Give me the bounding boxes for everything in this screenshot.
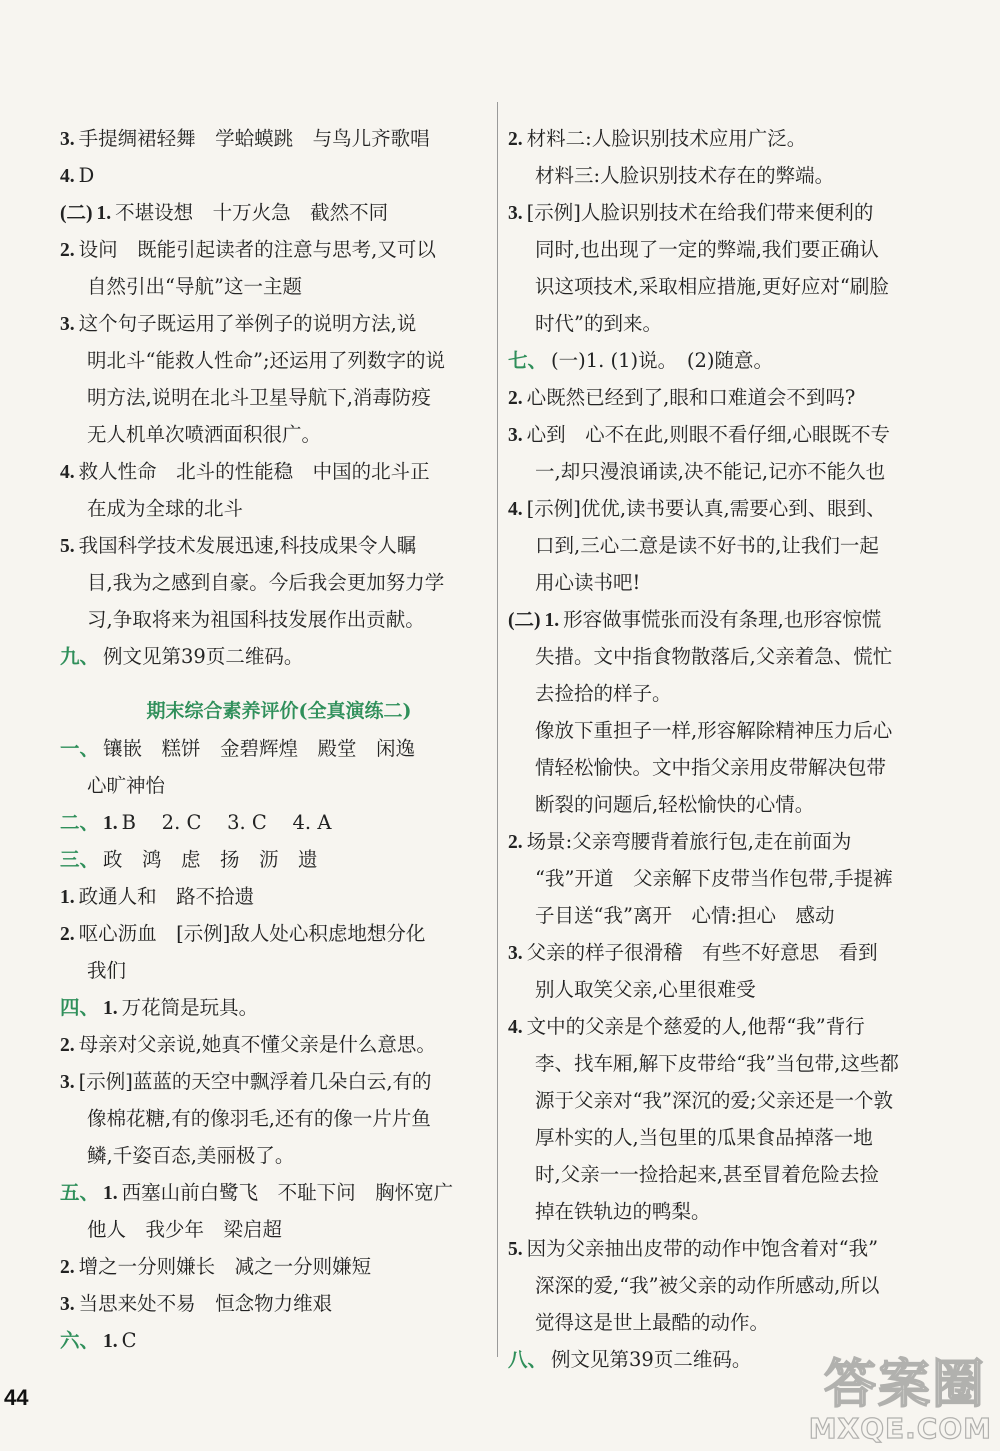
answer-line xyxy=(508,934,928,971)
question-number: 3. xyxy=(60,1072,75,1093)
answer-line xyxy=(508,1156,928,1193)
section-marker: 五、 xyxy=(60,1183,100,1204)
section-marker: 一、 xyxy=(60,739,100,760)
question-number: 1. xyxy=(103,813,118,834)
answer-text: 例文见第39页二维码。 xyxy=(551,1348,752,1371)
question-number: 2. xyxy=(508,832,523,853)
watermark-logo xyxy=(785,1346,1000,1451)
question-number: 5. xyxy=(60,536,75,557)
answer-line xyxy=(60,1285,480,1322)
answer-text: [示例]蓝蓝的天空中飘浮着几朵白云,有的 xyxy=(78,1070,432,1093)
question-number: 1. xyxy=(96,203,112,224)
answer-text: 情轻松愉快。文中指父亲用皮带解决包带 xyxy=(535,756,887,779)
question-number: 3. xyxy=(508,203,523,224)
answer-text: 觉得这是世上最酷的动作。 xyxy=(535,1311,770,1334)
answer-text: 西塞山前白鹭飞 不耻下问 胸怀宽广 xyxy=(121,1181,454,1204)
answer-text: 李、找车厢,解下皮带给“我”当包带,这些都 xyxy=(535,1052,899,1075)
section-marker: 八、 xyxy=(508,1350,548,1371)
question-number: 2. xyxy=(508,129,523,150)
answer-line xyxy=(60,767,480,804)
answer-text: B 2. C 3. C 4. A xyxy=(121,811,332,834)
answer-text: 材料三:人脸识别技术存在的弊端。 xyxy=(535,164,835,187)
question-number: 1. xyxy=(103,998,118,1019)
answer-line xyxy=(508,860,928,897)
answer-text: 我们 xyxy=(87,959,127,982)
answer-line xyxy=(508,1230,928,1267)
answer-text: “我”开道 父亲解下皮带当作包带,手提裤 xyxy=(535,867,893,890)
answer-text: 心到 心不在此,则眼不看仔细,心眼既不专 xyxy=(526,423,891,446)
answer-line xyxy=(508,564,928,601)
answer-line xyxy=(60,379,480,416)
answer-line xyxy=(60,305,480,342)
answer-line xyxy=(508,675,928,712)
answer-text: 心既然已经到了,眼和口难道会不到吗? xyxy=(526,386,856,409)
question-number: 4. xyxy=(508,499,523,520)
answer-text: [示例]人脸识别技术在给我们带来便利的 xyxy=(526,201,874,224)
answer-line xyxy=(60,564,480,601)
answer-text: 无人机单次喷洒面积很广。 xyxy=(87,423,322,446)
answer-text: 目,我为之感到自豪。今后我会更加努力学 xyxy=(87,571,445,594)
answer-text: 像放下重担子一样,形容解除精神压力后心 xyxy=(535,719,893,742)
question-number: 3. xyxy=(60,129,75,150)
answer-text: 时代”的到来。 xyxy=(535,312,662,335)
answer-text: 用心读书吧! xyxy=(535,571,641,594)
section-marker: 四、 xyxy=(60,998,100,1019)
question-number: 4. xyxy=(60,166,75,187)
section-marker: (二) xyxy=(60,203,93,224)
column-divider xyxy=(497,102,498,1357)
answer-line xyxy=(508,638,928,675)
answer-text: 习,争取将来为祖国科技发展作出贡献。 xyxy=(87,608,425,631)
answer-text: 政 鸿 虑 扬 沥 遗 xyxy=(103,848,318,871)
answer-line xyxy=(60,952,480,989)
answer-text: C xyxy=(121,1329,137,1352)
answer-text: 源于父亲对“我”深沉的爱;父亲还是一个敦 xyxy=(535,1089,894,1112)
section-marker: 三、 xyxy=(60,850,100,871)
answer-line xyxy=(60,638,480,675)
answer-line xyxy=(508,749,928,786)
answer-line xyxy=(60,120,480,157)
answer-text: 厚朴实的人,当包里的瓜果食品掉落一地 xyxy=(535,1126,873,1149)
answer-line xyxy=(60,1137,480,1174)
answer-text: 增之一分则嫌长 减之一分则嫌短 xyxy=(78,1255,372,1278)
answer-text: 自然引出“导航”这一主题 xyxy=(87,275,302,298)
answer-line xyxy=(508,1267,928,1304)
answer-line xyxy=(60,342,480,379)
answer-text: 设问 既能引起读者的注意与思考,又可以 xyxy=(78,238,436,261)
section-marker: 九、 xyxy=(60,647,100,668)
answer-line xyxy=(508,601,928,638)
section-marker: 六、 xyxy=(60,1331,100,1352)
page-number: 44 xyxy=(4,1385,29,1410)
answer-text: 当思来处不易 恒念物力维艰 xyxy=(78,1292,333,1315)
answer-line xyxy=(60,527,480,564)
answer-line xyxy=(60,1063,480,1100)
answer-text: 政通人和 路不拾遗 xyxy=(78,885,255,908)
question-number: 2. xyxy=(508,388,523,409)
answer-text: D xyxy=(78,164,95,187)
answer-text: 子目送“我”离开 心情:担心 感动 xyxy=(535,904,835,927)
answer-text: 明北斗“能救人性命”;还运用了列数字的说 xyxy=(87,349,446,372)
answer-line xyxy=(60,231,480,268)
answer-text: 识这项技术,采取相应措施,更好应对“刷脸 xyxy=(535,275,889,298)
question-number: 4. xyxy=(508,1017,523,1038)
question-number: 3. xyxy=(60,314,75,335)
answer-line xyxy=(60,989,480,1026)
answer-text: 因为父亲抽出皮带的动作中饱含着对“我” xyxy=(526,1237,879,1260)
answer-text: 镶嵌 糕饼 金碧辉煌 殿堂 闲逸 xyxy=(103,737,416,760)
answer-text: 断裂的问题后,轻松愉快的心情。 xyxy=(535,793,815,816)
answer-line xyxy=(60,804,480,841)
answer-line xyxy=(60,157,480,194)
answer-line xyxy=(60,1026,480,1063)
question-number: 2. xyxy=(60,1257,75,1278)
answer-line xyxy=(60,194,480,231)
answer-text: 别人取笑父亲,心里很难受 xyxy=(535,978,756,1001)
answer-text: 文中的父亲是个慈爱的人,他帮“我”背行 xyxy=(526,1015,865,1038)
answer-line xyxy=(508,527,928,564)
answer-line xyxy=(508,897,928,934)
answer-line xyxy=(60,490,480,527)
question-number: 1. xyxy=(103,1183,118,1204)
answer-text: 我国科学技术发展迅速,科技成果令人瞩 xyxy=(78,534,417,557)
answer-text: 场景:父亲弯腰背着旅行包,走在前面为 xyxy=(526,830,852,853)
question-number: 5. xyxy=(508,1239,523,1260)
answer-line xyxy=(508,157,928,194)
section-marker: (二) xyxy=(508,610,541,631)
question-number: 2. xyxy=(60,1035,75,1056)
answer-text: 形容做事慌张而没有条理,也形容惊慌 xyxy=(563,608,882,631)
right-column xyxy=(508,120,928,1378)
answer-line xyxy=(508,194,928,231)
answer-text: 万花筒是玩具。 xyxy=(121,996,259,1019)
answer-text: [示例]优优,读书要认真,需要心到、眼到、 xyxy=(526,497,886,520)
answer-line xyxy=(60,1322,480,1359)
answer-text: 同时,也出现了一定的弊端,我们要正确认 xyxy=(535,238,879,261)
answer-line xyxy=(508,1193,928,1230)
answer-line xyxy=(508,971,928,1008)
answer-line xyxy=(508,786,928,823)
question-number: 2. xyxy=(60,924,75,945)
answer-line xyxy=(508,1082,928,1119)
answer-text: 心旷神怡 xyxy=(87,774,166,797)
answer-text: 他人 我少年 梁启超 xyxy=(87,1218,283,1241)
answer-line xyxy=(60,1211,480,1248)
answer-line xyxy=(508,823,928,860)
answer-text: (一)1. (1)说。 (2)随意。 xyxy=(551,349,774,372)
question-number: 1. xyxy=(60,887,75,908)
answer-text: 失措。文中指食物散落后,父亲着急、慌忙 xyxy=(535,645,893,668)
section-title: 期末综合素养评价(全真演练二) xyxy=(146,700,412,722)
answer-text: 救人性命 北斗的性能稳 中国的北斗正 xyxy=(78,460,430,483)
answer-text: 例文见第39页二维码。 xyxy=(103,645,304,668)
answer-line xyxy=(508,1304,928,1341)
section-marker: 二、 xyxy=(60,813,100,834)
answer-line xyxy=(508,712,928,749)
answer-line xyxy=(60,1174,480,1211)
section-marker: 七、 xyxy=(508,351,548,372)
answer-text: 不堪设想 十万火急 截然不同 xyxy=(115,201,389,224)
answer-text: 一,却只漫浪诵读,决不能记,记亦不能久也 xyxy=(535,460,886,483)
answer-line xyxy=(508,231,928,268)
answer-line xyxy=(508,268,928,305)
answer-line xyxy=(60,416,480,453)
answer-line xyxy=(60,730,480,767)
question-number: 3. xyxy=(508,425,523,446)
answer-line xyxy=(508,416,928,453)
answer-text: 去捡拾的样子。 xyxy=(535,682,672,705)
answer-text: 像棉花糖,有的像羽毛,还有的像一片片鱼 xyxy=(87,1107,431,1130)
answer-text: 深深的爱,“我”被父亲的动作所感动,所以 xyxy=(535,1274,880,1297)
answer-text: 口到,三心二意是读不好书的,让我们一起 xyxy=(535,534,879,557)
answer-line xyxy=(60,915,480,952)
question-number: 1. xyxy=(103,1331,118,1352)
answer-line xyxy=(60,1100,480,1137)
question-number: 4. xyxy=(60,462,75,483)
answer-line xyxy=(508,120,928,157)
answer-line xyxy=(508,342,928,379)
answer-line xyxy=(508,379,928,416)
answer-line xyxy=(508,453,928,490)
question-number: 3. xyxy=(60,1294,75,1315)
answer-text: 在成为全球的北斗 xyxy=(87,497,244,520)
question-number: 3. xyxy=(508,943,523,964)
answer-line xyxy=(508,305,928,342)
answer-line xyxy=(60,841,480,878)
answer-line xyxy=(508,1045,928,1082)
answer-line xyxy=(60,601,480,638)
answer-line xyxy=(60,878,480,915)
answer-text: 父亲的样子很滑稽 有些不好意思 看到 xyxy=(526,941,878,964)
answer-text: 掉在铁轨边的鸭梨。 xyxy=(535,1200,711,1223)
watermark-top: 答案圈 xyxy=(823,1355,986,1415)
answer-text: 时,父亲一一捡拾起来,甚至冒着危险去捡 xyxy=(535,1163,879,1186)
answer-line xyxy=(508,1119,928,1156)
answer-text: 这个句子既运用了举例子的说明方法,说 xyxy=(78,312,417,335)
answer-text: 呕心沥血 [示例]敌人处心积虑地想分化 xyxy=(78,922,426,945)
answer-text: 母亲对父亲说,她真不懂父亲是什么意思。 xyxy=(78,1033,436,1056)
answer-line xyxy=(60,1248,480,1285)
watermark-bottom: MXQE.COM xyxy=(808,1412,992,1445)
answer-text: 手提绸裙轻舞 学蛤蟆跳 与鸟儿齐歌唱 xyxy=(78,127,430,150)
left-column xyxy=(60,120,480,1359)
answer-line xyxy=(508,490,928,527)
answer-line xyxy=(60,268,480,305)
answer-line xyxy=(60,453,480,490)
answer-line xyxy=(508,1008,928,1045)
answer-text: 鳞,千姿百态,美丽极了。 xyxy=(87,1144,295,1167)
question-number: 2. xyxy=(60,240,75,261)
answer-text: 明方法,说明在北斗卫星导航下,消毒防疫 xyxy=(87,386,431,409)
question-number: 1. xyxy=(544,610,560,631)
answer-text: 材料二:人脸识别技术应用广泛。 xyxy=(526,127,807,150)
